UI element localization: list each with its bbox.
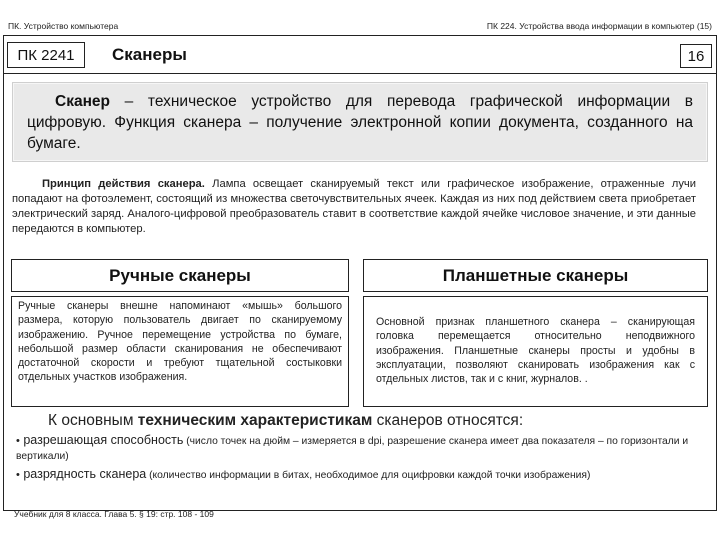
characteristics-heading bbox=[48, 412, 523, 430]
hand-scanners-text: Ручные сканеры внешне напоминают «мышь» большого размера, которую пользователь двигает по сканируемому изображению. Ручное перемещение устройства по бумаге, небольшой размер области сканирования не обеспечивают достаточной скорости и требуют тщательной состыковки отдельных участков изображения. bbox=[11, 296, 349, 407]
page-title: Сканеры bbox=[112, 45, 187, 64]
characteristic-term: разрешающая способность bbox=[19, 433, 184, 447]
characteristic-note: (число точек на дюйм – измеряется в dpi, разрешение сканера имеет два показателя – по горизонтали и вертикали) bbox=[16, 436, 689, 462]
flatbed-scanners-heading: Планшетные сканеры bbox=[363, 259, 708, 292]
characteristics-heading-prefix: К основным bbox=[48, 412, 138, 429]
characteristics-list bbox=[16, 433, 706, 483]
definition-box bbox=[12, 82, 708, 162]
characteristic-note: (количество информации в битах, необходимое для оцифровки каждой точки изображения) bbox=[146, 470, 591, 481]
list-item bbox=[16, 433, 706, 464]
principle-text: Лампа освещает сканируемый текст или графическое изображение, отраженные лучи попадают на фотоэлемент, состоящий из множества светочувствительных ячеек. Каждая из них под действием света приобретает электрический заряд. Аналого-цифровой преобразователь ставит в соответствие каждой ячейке числовое значение, и эти данные передаются в компьютер. bbox=[12, 178, 696, 235]
definition-term: Сканер bbox=[55, 93, 111, 110]
characteristics-heading-suffix: сканеров относятся: bbox=[372, 412, 524, 429]
characteristics-heading-bold: техническим характеристикам bbox=[137, 412, 373, 429]
list-item bbox=[16, 467, 706, 483]
definition-text: – техническое устройство для перевода графической информации в цифровую. Функция сканера – получение электронной копии документа, созданного на бумаге. bbox=[27, 93, 693, 152]
title-bar bbox=[3, 35, 717, 74]
bullet-icon: • bbox=[16, 435, 20, 447]
page-number-badge: 16 bbox=[680, 44, 712, 68]
hand-scanners-heading: Ручные сканеры bbox=[11, 259, 349, 292]
principle-lead: Принцип действия сканера. bbox=[42, 178, 205, 190]
header-topic-label: ПК 224. Устройства ввода информации в компьютер (15) bbox=[486, 21, 712, 31]
header-section-label: ПК. Устройство компьютера bbox=[8, 21, 119, 31]
textbook-reference: Учебник для 8 класса. Глава 5. § 19: стр. 108 - 109 bbox=[14, 509, 214, 519]
lesson-code-badge: ПК 2241 bbox=[7, 42, 85, 68]
characteristic-term: разрядность сканера bbox=[19, 467, 147, 481]
principle-paragraph bbox=[12, 177, 696, 237]
bullet-icon: • bbox=[16, 469, 20, 481]
flatbed-scanners-text: Основной признак планшетного сканера – сканирующая головка перемещается относительно неподвижного изображения. Планшетные сканеры просты и удобны в эксплуатации, позволяют сканировать изображения как с отдельных листов, так и с книг, журналов. . bbox=[363, 296, 708, 407]
